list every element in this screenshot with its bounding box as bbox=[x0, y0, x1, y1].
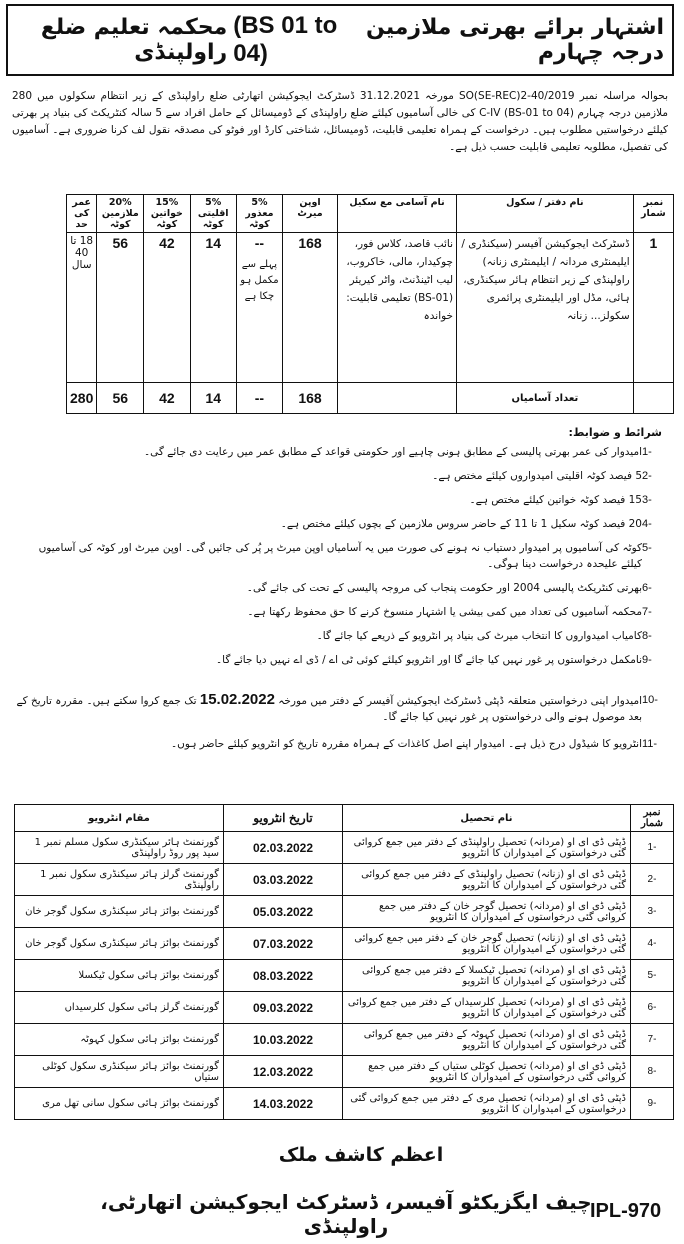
schedule-tehsil: ڈپٹی ڈی ای او (مردانہ) تحصیل کلرسیداں کے دفتر میں جمع کروائی گئی درخواستوں کے امیدواران کا انٹرویو bbox=[343, 992, 631, 1024]
condition-item bbox=[16, 652, 672, 692]
title-prefix: اشتہار برائے بھرتی ملازمین درجہ چہارم bbox=[366, 15, 664, 65]
condition-text: بھرتی کنٹریکٹ پالیسی 2004 اور حکومت پنجاب کی مروجہ پالیسی کے تحت کی جائے گی۔ bbox=[246, 582, 642, 594]
vacancy-table bbox=[66, 194, 674, 414]
condition-item bbox=[16, 540, 672, 580]
schedule-row bbox=[15, 992, 674, 1024]
schedule-row bbox=[15, 1024, 674, 1056]
vacancy-disabled-note: پہلے سے مکمل ہو چکا ہے bbox=[240, 259, 279, 302]
schedule-row bbox=[15, 960, 674, 992]
last-date: 15.02.2022 bbox=[199, 691, 275, 708]
schedule-row bbox=[15, 896, 674, 928]
condition-10-text-b: تک جمع کروا سکتے ہیں۔ مقررہ تاریخ کے بعد موصول ہونے والی درخواستوں پر غور نہیں کیا جائے گا۔ bbox=[16, 695, 642, 723]
schedule-tehsil: ڈپٹی ڈی ای او (زنانہ) تحصیل راولپنڈی کے دفتر میں جمع کروائی گئی درخواستوں کے امیدواران کا انٹرویو bbox=[343, 864, 631, 896]
schedule-date: 08.03.2022 bbox=[224, 960, 343, 992]
schedule-tehsil: ڈپٹی ڈی ای او (مردانہ) تحصیل راولپنڈی کے دفتر میں جمع کروائی گئی درخواستوں کے امیدواران کا انٹرویو bbox=[343, 832, 631, 864]
total-open-merit: 168 bbox=[282, 383, 337, 414]
total-label: تعداد آسامیاں bbox=[457, 383, 634, 414]
condition-item bbox=[16, 580, 672, 604]
vacancy-disabled-value: -- bbox=[254, 235, 265, 251]
schedule-venue: گورنمنٹ گرلز ہائی سکول کلرسیداں bbox=[15, 992, 224, 1024]
schedule-date: 12.03.2022 bbox=[224, 1056, 343, 1088]
condition-number: -9 bbox=[642, 654, 652, 666]
vacancy-sr: 1 bbox=[633, 233, 673, 383]
total-disabled: -- bbox=[236, 383, 282, 414]
vacancy-disabled bbox=[236, 233, 282, 383]
schedule-sr: -2 bbox=[631, 864, 674, 896]
schedule-row bbox=[15, 832, 674, 864]
total-minority: 14 bbox=[190, 383, 236, 414]
condition-item bbox=[16, 444, 672, 468]
schedule-sr: -6 bbox=[631, 992, 674, 1024]
schedule-tehsil: ڈپٹی ڈی ای او (مردانہ) تحصیل گوجر خان کے دفتر میں جمع کروائی گئی درخواستوں کے امیدواران کا انٹرویو bbox=[343, 896, 631, 928]
schedule-date: 14.03.2022 bbox=[224, 1088, 343, 1120]
condition-text: کامیاب امیدواروں کا انتخاب میرٹ کی بنیاد پر انٹرویو کے ذریعے کیا جائے گا۔ bbox=[316, 630, 642, 642]
schedule-venue: گورنمنٹ بوائز ہائر سیکنڈری سکول گوجر خان bbox=[15, 928, 224, 960]
schedule-col-sr: نمبر شمار bbox=[631, 805, 674, 832]
condition-number: -4 bbox=[642, 518, 652, 530]
condition-item bbox=[16, 492, 672, 516]
schedule-sr: -3 bbox=[631, 896, 674, 928]
schedule-row bbox=[15, 1088, 674, 1120]
schedule-date: 02.03.2022 bbox=[224, 832, 343, 864]
schedule-sr: -1 bbox=[631, 832, 674, 864]
condition-text: 20 فیصد کوٹہ سکیل 1 تا 11 کے حاضر سروس ملازمین کے بچوں کیلئے مختص ہے۔ bbox=[280, 518, 642, 530]
conditions-list bbox=[16, 444, 672, 760]
col-age: عمر کی حد bbox=[67, 195, 97, 233]
schedule-row bbox=[15, 1056, 674, 1088]
condition-number: -3 bbox=[642, 494, 652, 506]
condition-number: -11 bbox=[642, 738, 658, 750]
schedule-tehsil: ڈپٹی ڈی ای او (مردانہ) تحصیل کہوٹہ کے دفتر میں جمع کروائی گئی درخواستوں کے امیدواران کا انٹرویو bbox=[343, 1024, 631, 1056]
schedule-date: 07.03.2022 bbox=[224, 928, 343, 960]
schedule-venue: گورنمنٹ بوائز ہائی سکول ٹیکسلا bbox=[15, 960, 224, 992]
condition-item bbox=[16, 468, 672, 492]
condition-number: -6 bbox=[642, 582, 652, 594]
condition-item bbox=[16, 692, 672, 736]
schedule-col-venue: مقام انٹرویو bbox=[15, 805, 224, 832]
schedule-tehsil: ڈپٹی ڈی ای او (زنانہ) تحصیل گوجر خان کے دفتر میں جمع کروائی گئی درخواستوں کے امیدواران کا انٹرویو bbox=[343, 928, 631, 960]
schedule-header-row bbox=[15, 805, 674, 832]
vacancy-post: نائب قاصد، کلاس فور، چوکیدار، مالی، خاکروب، لیب اٹینڈنٹ، واٹر کیریئر (BS-01) تعلیمی قابلیت: خواندہ bbox=[338, 233, 457, 383]
col-minority: 5% اقلیتی کوٹہ bbox=[190, 195, 236, 233]
total-sr-blank bbox=[633, 383, 673, 414]
interview-schedule-table bbox=[14, 804, 674, 1120]
schedule-tehsil: ڈپٹی ڈی ای او (مردانہ) تحصیل مری کے دفتر میں جمع کروائی گئی درخواستوں کے امیدواران کا انٹرویو bbox=[343, 1088, 631, 1120]
schedule-date: 10.03.2022 bbox=[224, 1024, 343, 1056]
schedule-date: 05.03.2022 bbox=[224, 896, 343, 928]
vacancy-age: 18 تا 40 سال bbox=[67, 233, 97, 383]
schedule-date: 03.03.2022 bbox=[224, 864, 343, 896]
schedule-tehsil: ڈپٹی ڈی ای او (مردانہ) تحصیل کوٹلی ستیاں کے دفتر میں جمع کروائی گئی درخواستوں کے امیدواران کا انٹرویو bbox=[343, 1056, 631, 1088]
col-sr: نمبر شمار bbox=[633, 195, 673, 233]
condition-text: امیدوار کی عمر بھرتی پالیسی کے مطابق ہونی چاہیے اور حکومتی قواعد کے مطابق عمر میں رعایت دی جائے گی۔ bbox=[143, 446, 642, 458]
schedule-venue: گورنمنٹ گرلز ہائر سیکنڈری سکول نمبر 1 راولپنڈی bbox=[15, 864, 224, 896]
vacancy-employees: 56 bbox=[97, 233, 144, 383]
condition-item bbox=[16, 516, 672, 540]
vacancy-women: 42 bbox=[144, 233, 190, 383]
schedule-row bbox=[15, 928, 674, 960]
total-employees: 56 bbox=[97, 383, 144, 414]
condition-number: -8 bbox=[642, 630, 652, 642]
col-office: نام دفتر / سکول bbox=[457, 195, 634, 233]
vacancy-header-row bbox=[67, 195, 674, 233]
total-post-blank bbox=[338, 383, 457, 414]
ipl-number: IPL-970 bbox=[590, 1200, 662, 1222]
col-disabled: 5% معذور کوٹہ bbox=[236, 195, 282, 233]
condition-number: -1 bbox=[642, 446, 652, 458]
col-employees: 20% ملازمین کوٹہ bbox=[97, 195, 144, 233]
col-women: 15% خواتین کوٹہ bbox=[144, 195, 190, 233]
title-bs-range: (BS 01 to 04) bbox=[233, 12, 338, 67]
condition-text: نامکمل درخواستوں پر غور نہیں کیا جائے گا اور انٹرویو کیلئے کوئی ٹی اے / ڈی اے نہیں دیا جائے گا۔ bbox=[216, 654, 642, 666]
vacancy-row bbox=[67, 233, 674, 383]
condition-number: -10 bbox=[642, 694, 658, 706]
condition-text: کوٹہ کی آسامیوں پر امیدوار دستیاب نہ ہونے کی صورت میں یہ آسامیاں اوپن میرٹ پر پُر کی جائیں گی۔ اوپن میرٹ اور کوٹہ کی آسامیوں کیلئے علیحدہ درخواست دینا ہوگی۔ bbox=[38, 542, 642, 570]
schedule-sr: -4 bbox=[631, 928, 674, 960]
signatory-name: اعظم کاشف ملک bbox=[278, 1144, 444, 1166]
schedule-sr: -7 bbox=[631, 1024, 674, 1056]
schedule-sr: -5 bbox=[631, 960, 674, 992]
condition-text: 15 فیصد کوٹہ خواتین کیلئے مختص ہے۔ bbox=[469, 494, 642, 506]
condition-text: انٹرویو کا شیڈول درج ذیل ہے۔ امیدوار اپنے اصل کاغذات کے ہمراہ مقررہ تاریخ کو انٹرویو کیلئے حاضر ہوں۔ bbox=[171, 738, 642, 750]
total-all: 280 bbox=[67, 383, 97, 414]
schedule-venue: گورنمنٹ بوائز ہائر سیکنڈری سکول کوٹلی ستیاں bbox=[15, 1056, 224, 1088]
condition-text bbox=[16, 692, 642, 725]
schedule-row bbox=[15, 864, 674, 896]
schedule-col-tehsil: نام تحصیل bbox=[343, 805, 631, 832]
condition-number: -7 bbox=[642, 606, 652, 618]
condition-text: 5 فیصد کوٹہ اقلیتی امیدواروں کیلئے مختص ہے۔ bbox=[432, 470, 642, 482]
intro-paragraph: بحوالہ مراسلہ نمبر SO(SE-REC)2-40/2019 مورخہ 31.12.2021 ڈسٹرکٹ ایجوکیشن اتھارٹی ضلع راولپنڈی کے زیر انتظام سکولوں میں 280 ملازمین درجہ چہارم C-IV (BS-01 to 04) کی خالی آسامیوں کیلئے ضلع راولپنڈی کے ڈومیسائل کے حامل افراد سے 5 سالہ کنٹریکٹ کی بنیاد پر بھرتی کیلئے درخواستیں مطلوب ہیں۔ درخواست کے ہمراہ تعلیمی قابلیت، ڈومیسائل، شناختی کارڈ اور فوٹو کی مصدقہ نقول لف کرنا ضروری ہے۔ آسامیوں کی تفصیل، مطلوبہ تعلیمی قابلیت حسب ذیل ہے۔ bbox=[12, 90, 669, 153]
schedule-sr: -8 bbox=[631, 1056, 674, 1088]
vacancy-open-merit: 168 bbox=[282, 233, 337, 383]
vacancy-total-row bbox=[67, 383, 674, 414]
schedule-col-date: تاریخ انٹرویو bbox=[224, 805, 343, 832]
schedule-venue: گورنمنٹ بوائز ہائی سکول کہوٹہ bbox=[15, 1024, 224, 1056]
title-suffix: محکمہ تعلیم ضلع راولپنڈی bbox=[40, 15, 228, 65]
advertisement-page bbox=[6, 4, 674, 1238]
col-open-merit: اوپن میرٹ bbox=[282, 195, 337, 233]
conditions-heading: شرائط و ضوابط: bbox=[568, 426, 662, 439]
condition-item bbox=[16, 604, 672, 628]
schedule-date: 09.03.2022 bbox=[224, 992, 343, 1024]
schedule-venue: گورنمنٹ بوائز ہائر سیکنڈری سکول گوجر خان bbox=[15, 896, 224, 928]
signatory-designation: چیف ایگزیکٹو آفیسر، ڈسٹرکٹ ایجوکیشن اتھارٹی، راولپنڈی bbox=[100, 1190, 592, 1238]
condition-item bbox=[16, 628, 672, 652]
schedule-venue: گورنمنٹ بوائز ہائی سکول سانی تھل مری bbox=[15, 1088, 224, 1120]
total-women: 42 bbox=[144, 383, 190, 414]
col-post: نام آسامی مع سکیل bbox=[338, 195, 457, 233]
condition-number: -5 bbox=[642, 542, 652, 554]
schedule-venue: گورنمنٹ ہائر سیکنڈری سکول مسلم نمبر 1 سید پور روڈ راولپنڈی bbox=[15, 832, 224, 864]
vacancy-office: ڈسٹرکٹ ایجوکیشن آفیسر (سیکنڈری / ایلیمنٹری مردانہ / ایلیمنٹری زنانہ) راولپنڈی کے زیر انتظام ہائر سیکنڈری، ہائی، مڈل اور ایلیمنٹری پرائمری سکولز... زنانہ bbox=[457, 233, 634, 383]
condition-item bbox=[16, 736, 672, 760]
condition-number: -2 bbox=[642, 470, 652, 482]
vacancy-minority: 14 bbox=[190, 233, 236, 383]
schedule-sr: -9 bbox=[631, 1088, 674, 1120]
schedule-tehsil: ڈپٹی ڈی ای او (مردانہ) تحصیل ٹیکسلا کے دفتر میں جمع کروائی گئی درخواستوں کے امیدواران کا انٹرویو bbox=[343, 960, 631, 992]
condition-text: محکمہ آسامیوں کی تعداد میں کمی بیشی یا اشتہار منسوخ کرنے کا حق محفوظ رکھتا ہے۔ bbox=[247, 606, 642, 618]
ad-title bbox=[6, 4, 674, 76]
condition-10-text-a: امیدوار اپنی درخواستیں متعلقہ ڈپٹی ڈسٹرکٹ ایجوکیشن آفیسر کے دفتر میں مورخہ bbox=[278, 695, 642, 707]
